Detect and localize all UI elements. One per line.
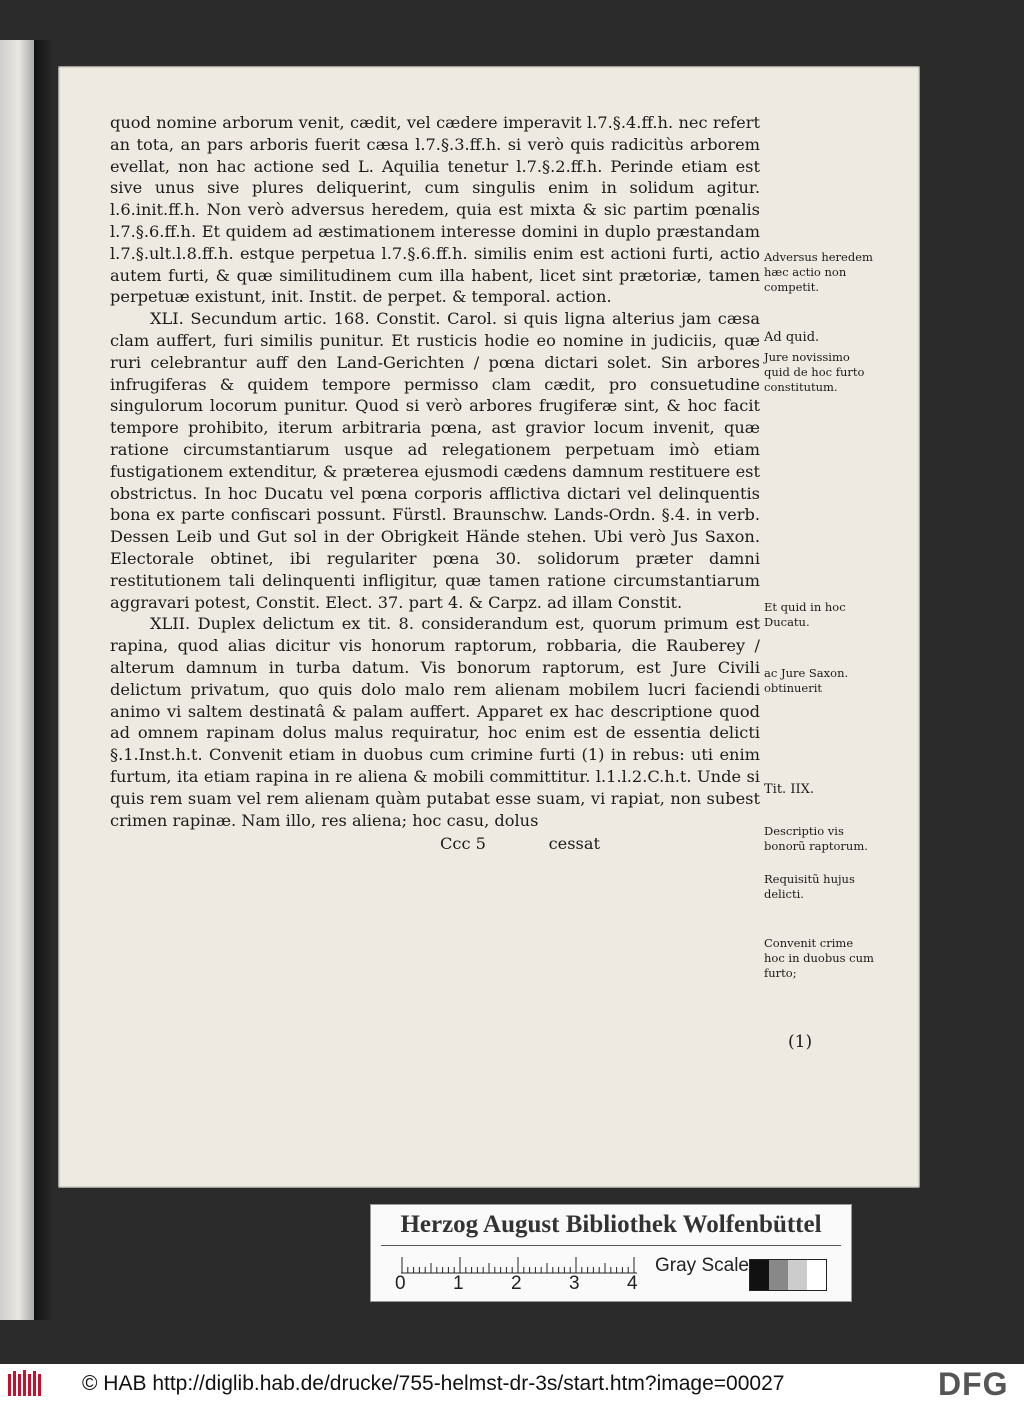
margin-note-title: Tit. IIX. [764, 782, 814, 797]
source-url[interactable]: © HAB http://diglib.hab.de/drucke/755-helmst-dr-3s/start.htm?image=00027 [82, 1372, 785, 1395]
margin-note-convenit: Convenit crime hoc in duobus cum furto; [764, 936, 874, 980]
scale-number: 1 [453, 1273, 464, 1294]
dfg-logo: DFG [938, 1366, 1009, 1402]
label-divider [381, 1245, 841, 1246]
footnote-mark: (1) [788, 1032, 813, 1052]
gutter-shadow [34, 40, 54, 1320]
paragraph-xlii: XLII. Duplex delictum ex tit. 8. considerandum est, quorum primum est rapina, quod alias dicitur vis honorum raptorum, robbaria, die Rauberey / alterum damnum in turba datum. Vis bonorum raptorum, est Jure Civili delictum privatum, quo quis dolo malo rem alienam mobilem lucri faciendi animo vi saltem destinatâ & palam auffert. Apparet ex hac descriptione quod ad omnem rapinam dolus malus requiratur, hoc enim est de essentia delicti §.1.Inst.h.t. Convenit etiam in duobus cum crimine furti (1) in rebus: uti enim furtum, ita etiam rapina in re aliena & mobili committitur. l.1.l.2.C.h.t. Unde si quis rem suam vel rem alienam quàm putabat esse suam, vi rapiat, non subest crimen rapinæ. Nam illo, res aliena; hoc casu, dolus [110, 614, 760, 830]
main-text-block [110, 112, 760, 855]
margin-note-jure-novissimo: Jure novissimo quid de hoc furto constitutum. [764, 350, 865, 394]
ruler-numbers [395, 1273, 645, 1295]
footer-bar [0, 1364, 1024, 1404]
catchword: cessat [548, 834, 600, 854]
scale-number: 2 [511, 1273, 522, 1294]
library-name: Herzog August Bibliothek Wolfenbüttel [400, 1211, 822, 1238]
margin-note-descriptio: Descriptio vis bonorũ raptorum. [764, 824, 868, 853]
margin-note-jure-saxon: ac Jure Saxon. obtinuerit [764, 666, 849, 695]
margin-note-ad-quid: Ad quid. [764, 330, 820, 345]
paragraph-xli: XLI. Secundum artic. 168. Constit. Carol. si quis ligna alterius jam cæsa clam auffert, furi similis punitur. Et rusticis hodie eo nomine in judiciis, quæ ruri celebrantur auff den Land-Gerichten / pœna dictari solet. Sin arbores infrugiferas & quidem tempore permisso clam cædit, pro consuetudine singulorum locorum punitur. Quod si verò arbores frugiferæ sint, & hoc facit tempore prohibito, iterum arbitraria pœna, ast gravior locum invenit, quæ ratione circumstantiarum usque ad relegationem perpetuam imò etiam fustigationem extenditur, & præterea ejusmodi cædens damnum restituere est obstrictus. In hoc Ducatu vel pœna corporis afflictiva dictari vel delinquentis bona ex parte confiscari possunt. Fürstl. Braunschw. Lands-Ordn. §.4. in verb. Dessen Leib und Gut sol in der Obrigkeit Hände stehen. Ubi verò Jus Saxon. Electorale obtinet, ibi regulariter pœna 30. solidorum præter damni restitutionem tali delinquenti infligitur, quæ tamen ratione circumstantiarum aggravari potest, Constit. Elect. 37. part 4. & Carpz. ad illam Constit. [110, 309, 760, 612]
left-page-edge [0, 40, 34, 1320]
signature-mark: Ccc 5 [440, 834, 486, 854]
margin-note-ducatu: Et quid in hoc Ducatu. [764, 600, 846, 629]
library-label [370, 1204, 852, 1302]
paragraph-1: quod nomine arborum venit, cædit, vel cædere imperavit l.7.§.4.ff.h. nec refert an tota, an pars arboris fuerit cæsa l.7.§.3.ff.h. si verò quis radicitùs arborem evellat, non hac actione sed L. Aquilia tenetur l.7.§.2.ff.h. Perinde etiam est sive unus sive plures deliquerint, cum singulis enim in solidum agitur. l.6.init.ff.h. Non verò adversus heredem, quia est mixta & sic partim pœnalis l.7.§.6.ff.h. Et quidem ad æstimationem interesse domini in duplo præstandam l.7.§.ult.l.8.ff.h. estque perpetua l.7.§.6.ff.h. similis enim est actioni furti, actio autem furti, & quæ similitudinem cum illa habent, licet sint prætoriæ, tamen perpetuæ existunt, init. Instit. de perpet. & temporal. action. [110, 113, 760, 307]
book-page [58, 66, 920, 1188]
gray-scale-swatch [749, 1259, 827, 1291]
scale-number: 3 [569, 1273, 580, 1294]
hab-logo-icon [6, 1368, 46, 1400]
scale-number: 0 [395, 1273, 406, 1294]
page-foot [110, 833, 760, 855]
gray-scale-label: Gray Scale [655, 1255, 749, 1276]
margin-note-adversus: Adversus heredem hæc actio non competit. [764, 250, 873, 294]
margin-note-requisitum: Requisitũ hujus delicti. [764, 872, 855, 901]
scale-number: 4 [627, 1273, 638, 1294]
